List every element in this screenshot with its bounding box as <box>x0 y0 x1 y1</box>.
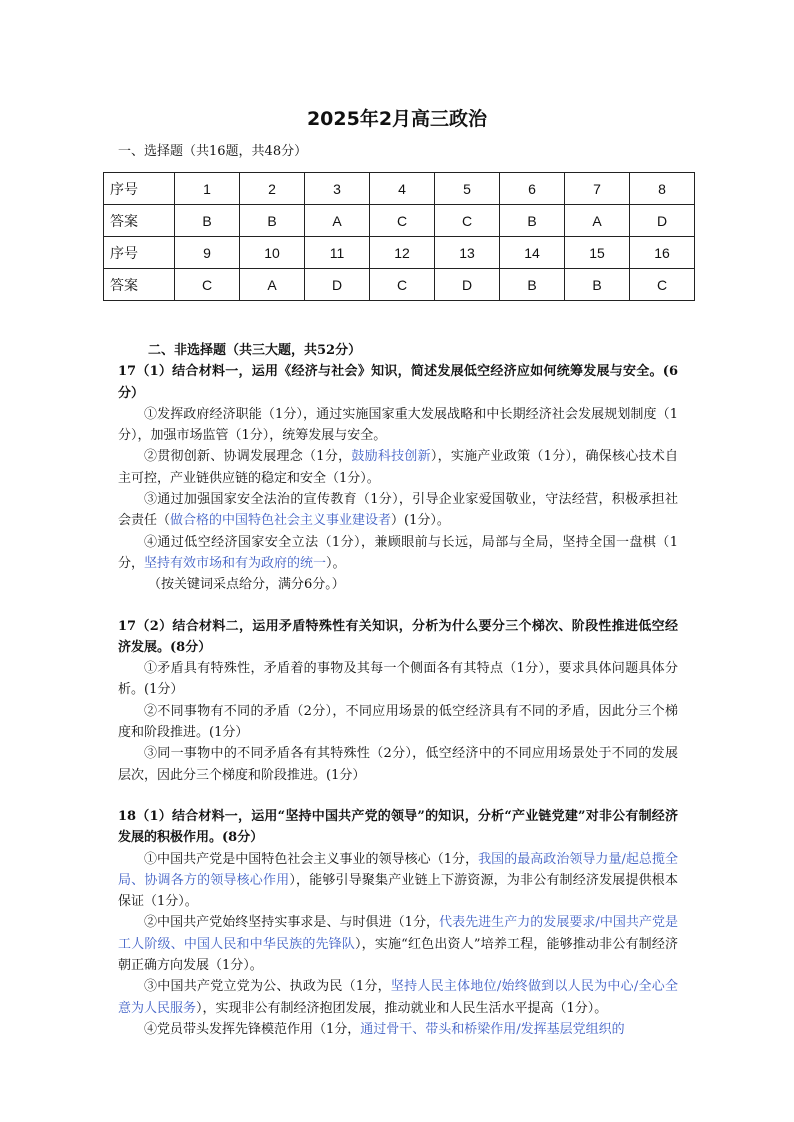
table-cell: 6 <box>500 173 565 205</box>
row-header-cell: 序号 <box>104 173 175 205</box>
table-cell: 3 <box>305 173 370 205</box>
table-cell: B <box>500 269 565 301</box>
row-header-cell: 答案 <box>104 269 175 301</box>
table-cell: 16 <box>630 237 695 269</box>
table-cell: 12 <box>370 237 435 269</box>
table-cell: C <box>175 269 240 301</box>
highlight-text: 坚持人民主体地位/始终做到以人民为中心/全心全意为人民服务 <box>118 979 678 1016</box>
answer-table-row <box>104 237 695 269</box>
table-cell: C <box>370 205 435 237</box>
page-title: 2025年2月高三政治 <box>306 108 488 130</box>
table-cell: B <box>175 205 240 237</box>
table-cell: B <box>565 269 630 301</box>
answer-item: ③通过加强国家安全法治的宣传教育（1分），引导企业家爱国敬业，守法经营，积极承担社会责任（做合格的中国特色社会主义事业建设者）(1分）。 <box>118 492 678 529</box>
table-cell: A <box>565 205 630 237</box>
answer-table-row <box>104 269 695 301</box>
table-cell: C <box>370 269 435 301</box>
question-17-1: 17（1）结合材料一，运用《经济与社会》知识，简述发展低空经济应如何统筹发展与安全。(6分） <box>118 364 678 401</box>
answer-item: ③中国共产党立党为公、执政为民（1分，坚持人民主体地位/始终做到以人民为中心/全心全意为人民服务），实现非公有制经济抱团发展，推动就业和人民生活水平提高（1分）。 <box>118 979 678 1016</box>
question-17-2: 17（2）结合材料二，运用矛盾特殊性有关知识，分析为什么要分三个梯次、阶段性推进低空经济发展。(8分） <box>118 618 678 655</box>
table-cell: 7 <box>565 173 630 205</box>
table-cell: D <box>435 269 500 301</box>
table-cell: 15 <box>565 237 630 269</box>
row-header-cell: 答案 <box>104 205 175 237</box>
answers-content <box>118 340 678 1040</box>
table-cell: 8 <box>630 173 695 205</box>
answer-item: ①中国共产党是中国特色社会主义事业的领导核心（1分，我国的最高政治领导力量/起总揽全局、协调各方的领导核心作用），能够引导聚集产业链上下游资源，为非公有制经济发展提供根本保证（1分）。 <box>118 851 678 910</box>
answer-item: ②不同事物有不同的矛盾（2分），不同应用场景的低空经济具有不同的矛盾，因此分三个梯度和阶段推进。(1分） <box>118 703 678 741</box>
highlight-text: 坚持有效市场和有为政府的统一 <box>144 555 327 571</box>
section-1-heading: 一、选择题（共16题，共48分） <box>118 144 308 159</box>
table-cell: D <box>305 269 370 301</box>
answer-item: ②贯彻创新、协调发展理念（1分，鼓励科技创新），实施产业政策（1分），确保核心技术自主可控，产业链供应链的稳定和安全（1分）。 <box>118 449 678 486</box>
highlight-text: 代表先进生产力的发展要求/中国共产党是工人阶级、中国人民和中华民族的先锋队 <box>118 915 678 952</box>
table-cell: A <box>305 205 370 237</box>
highlight-text: 通过骨干、带头和桥梁作用/发挥基层党组织的 <box>360 1021 625 1037</box>
highlight-text: 鼓励科技创新 <box>351 449 431 465</box>
question-18-1: 18（1）结合材料一，运用“坚持中国共产党的领导”的知识，分析“产业链党建”对非公有制经济发展的积极作用。(8分） <box>118 808 678 846</box>
table-cell: C <box>630 269 695 301</box>
table-cell: 13 <box>435 237 500 269</box>
table-cell: 2 <box>240 173 305 205</box>
answer-table-row <box>104 205 695 237</box>
answer-item: ④通过低空经济国家安全立法（1分），兼顾眼前与长远，局部与全局，坚持全国一盘棋（1分，坚持有效市场和有为政府的统一）。 <box>118 534 678 571</box>
highlight-text: 我国的最高政治领导力量/起总揽全局、协调各方的领导核心作用 <box>118 851 678 888</box>
highlight-text: 做合格的中国特色社会主义事业建设者 <box>170 513 392 529</box>
table-cell: 11 <box>305 237 370 269</box>
table-cell: B <box>240 205 305 237</box>
section-2-heading: 二、非选择题（共三大题，共52分） <box>148 343 362 358</box>
table-cell: 1 <box>175 173 240 205</box>
answer-item: ④党员带头发挥先锋模范作用（1分，通过骨干、带头和桥梁作用/发挥基层党组织的 <box>144 1021 625 1037</box>
table-cell: 9 <box>175 237 240 269</box>
table-cell: B <box>500 205 565 237</box>
table-cell: A <box>240 269 305 301</box>
table-cell: C <box>435 205 500 237</box>
scoring-note: （按关键词采点给分，满分6分。） <box>148 577 345 593</box>
table-cell: D <box>630 205 695 237</box>
answer-table-row <box>104 173 695 205</box>
answer-item: ②中国共产党始终坚持实事求是、与时俱进（1分，代表先进生产力的发展要求/中国共产党是工人阶级、中国人民和中华民族的先锋队），实施“红色出资人”培养工程，能够推动非公有制经济朝正确方向发展（1分）。 <box>118 915 678 974</box>
table-cell: 14 <box>500 237 565 269</box>
row-header-cell: 序号 <box>104 237 175 269</box>
answer-table <box>103 172 695 301</box>
answer-item: ①矛盾具有特殊性，矛盾着的事物及其每一个侧面各有其特点（1分），要求具体问题具体分析。(1分） <box>118 661 678 698</box>
answer-item: ①发挥政府经济职能（1分），通过实施国家重大发展战略和中长期经济社会发展规划制度（1分），加强市场监管（1分），统筹发展与安全。 <box>118 406 678 444</box>
table-cell: 4 <box>370 173 435 205</box>
answer-item: ③同一事物中的不同矛盾各有其特殊性（2分），低空经济中的不同应用场景处于不同的发展层次，因此分三个梯度和阶段推进。(1分） <box>118 746 678 783</box>
table-cell: 10 <box>240 237 305 269</box>
table-cell: 5 <box>435 173 500 205</box>
